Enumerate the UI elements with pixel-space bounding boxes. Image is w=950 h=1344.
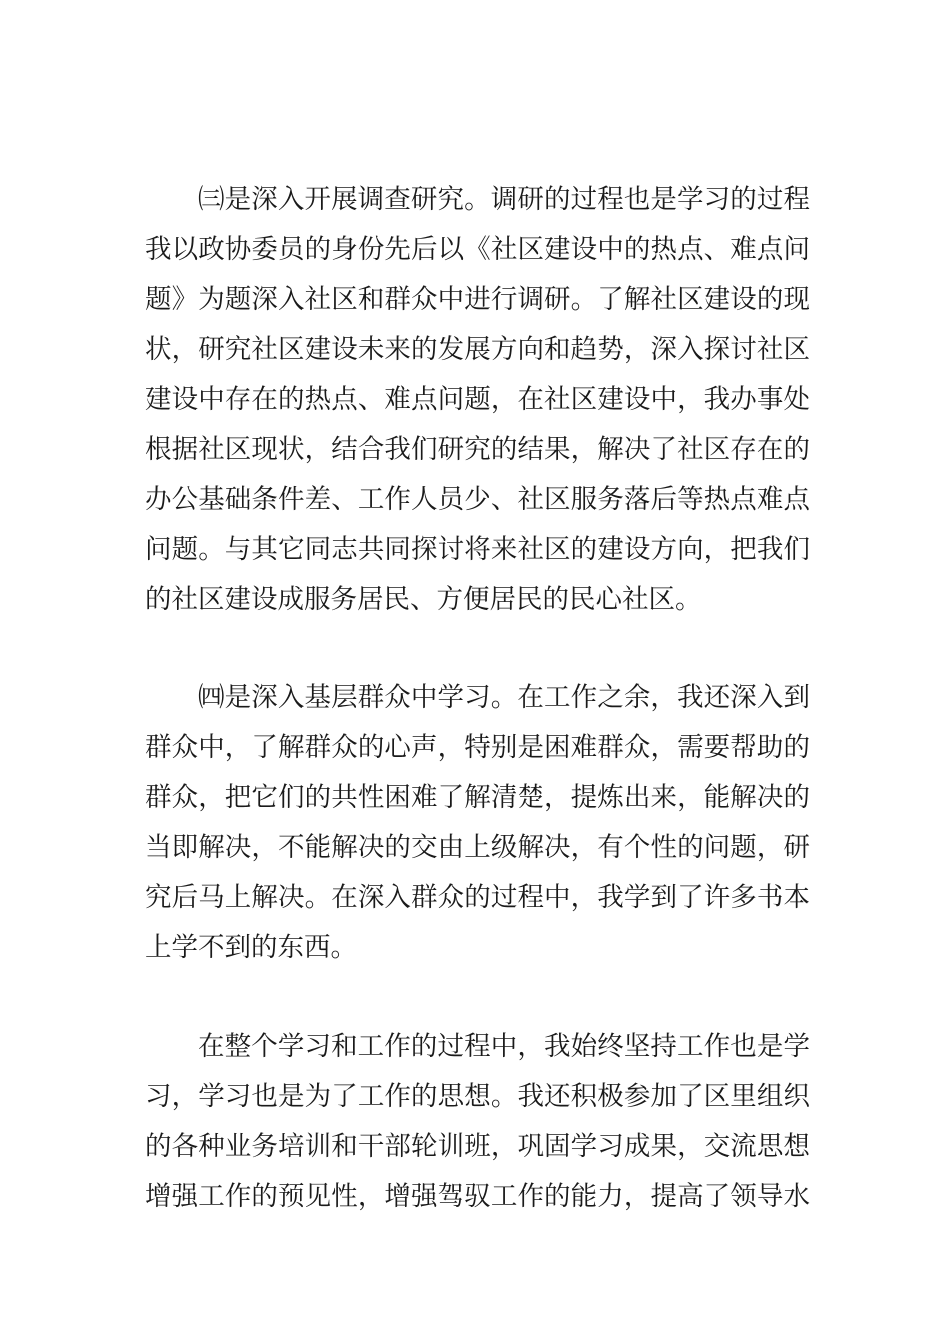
text-line: 增强工作的预见性，增强驾驭工作的能力，提高了领导水 xyxy=(145,1181,810,1212)
text-line: 问题。与其它同志共同探讨将来社区的建设方向，把我们 xyxy=(145,534,810,565)
text-line: 习，学习也是为了工作的思想。我还积极参加了区里组织 xyxy=(145,1081,810,1112)
text-line: 我以政协委员的身份先后以《社区建设中的热点、难点问 xyxy=(145,234,810,265)
paragraph-grassroots-learning xyxy=(145,673,810,973)
text-line: 办公基础条件差、工作人员少、社区服务落后等热点难点 xyxy=(145,484,810,515)
text-line: 当即解决，不能解决的交由上级解决，有个性的问题，研 xyxy=(145,832,810,863)
text-line: 建设中存在的热点、难点问题，在社区建设中，我办事处 xyxy=(145,384,810,415)
text-line: 究后马上解决。在深入群众的过程中，我学到了许多书本 xyxy=(145,882,810,913)
text-line: 上学不到的东西。 xyxy=(145,932,357,963)
paragraph-study-and-work xyxy=(145,1022,810,1222)
text-line: 的各种业务培训和干部轮训班，巩固学习成果，交流思想 xyxy=(145,1131,810,1162)
text-line: 题》为题深入社区和群众中进行调研。了解社区建设的现 xyxy=(145,284,810,315)
paragraph-investigation-research xyxy=(145,175,810,625)
text-line: 状，研究社区建设未来的发展方向和趋势，深入探讨社区 xyxy=(145,334,810,365)
text-line: 的社区建设成服务居民、方便居民的民心社区。 xyxy=(145,584,702,615)
text-line: 群众，把它们的共性困难了解清楚，提炼出来，能解决的 xyxy=(145,782,810,813)
text-line: ㈢是深入开展调查研究。调研的过程也是学习的过程 xyxy=(198,184,810,215)
text-line: 在整个学习和工作的过程中，我始终坚持工作也是学 xyxy=(198,1031,810,1062)
text-line: ㈣是深入基层群众中学习。在工作之余，我还深入到 xyxy=(198,682,810,713)
text-line: 群众中，了解群众的心声，特别是困难群众，需要帮助的 xyxy=(145,732,810,763)
text-line: 根据社区现状，结合我们研究的结果，解决了社区存在的 xyxy=(145,434,810,465)
